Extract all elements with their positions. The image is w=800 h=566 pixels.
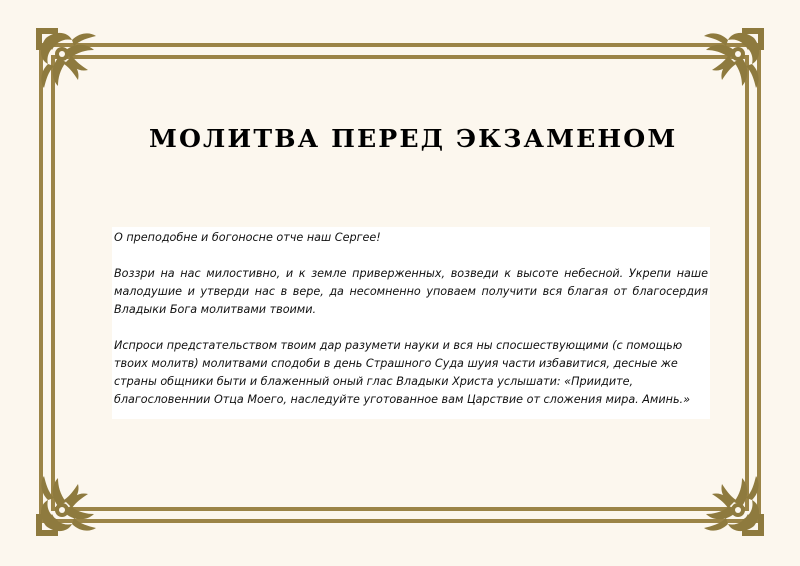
prayer-text-box (112, 227, 710, 419)
prayer-paragraph-1: Воззри на нас милостивно, и к земле приверженных, возведи к высоте небесной. Укрепи наше малодушие и утверди нас в вере, да несомненно уповаем получити вся благая от благосердия Владыки Бога молитвами твоими. (114, 267, 708, 316)
page-title: МОЛИТВА ПЕРЕД ЭКЗАМЕНОМ (149, 124, 678, 153)
prayer-paragraph-2: Испроси предстательством твоим дар разумети науки и вся ны спосшествующими (с помощью твоих молитв) молитвами сподоби в день Страшного Суда шуия части избавитися, десные же страны общники быти и блаженный оный глас Владыки Христа услышати: «Приидите, благословеннии Отца Моего, наследуйте уготованное вам Царствие от сложения мира. Аминь.» (114, 339, 691, 406)
floral-ornament-icon (28, 470, 102, 544)
floral-ornament-icon (698, 20, 772, 94)
floral-ornament-icon (698, 470, 772, 544)
prayer-address: О преподобне и богоносне отче наш Сергее! (114, 231, 381, 244)
floral-ornament-icon (28, 20, 102, 94)
